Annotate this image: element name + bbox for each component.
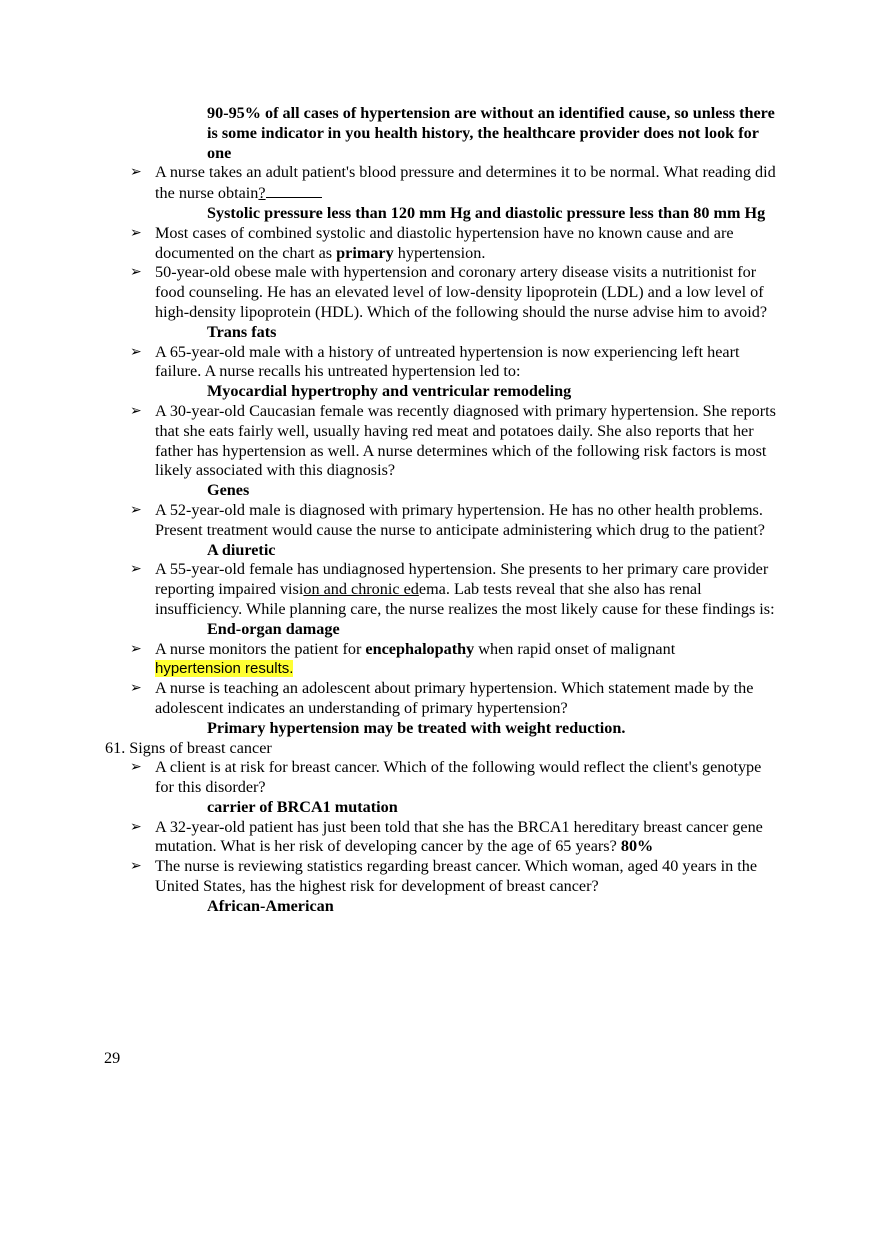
section-number: 61. xyxy=(105,738,126,757)
question-highest-risk xyxy=(130,857,780,897)
question-text: Most cases of combined systolic and diastolic hypertension have no known cause and are documented on the chart as xyxy=(155,223,734,262)
answer-inline: encephalopathy xyxy=(365,639,475,658)
question-encephalopathy xyxy=(130,640,780,680)
question-text: A 32-year-old patient has just been told that she has the BRCA1 hereditary breast cancer gene mutation. What is her risk of developing cancer by the age of 65 years? xyxy=(155,817,763,856)
arrowhead-bullet-icon: ➢ xyxy=(130,343,142,360)
highlighted-text: hypertension results. xyxy=(155,660,294,678)
question-text: A 30-year-old Caucasian female was recently diagnosed with primary hypertension. She reports that she eats fairly well, usually having red meat and potatoes daily. She also reports that her father has hypertension as well. A nurse determines which of the following risk factors is most likely associated with this diagnosis? xyxy=(155,401,776,480)
question-text: A nurse is teaching an adolescent about primary hypertension. Which statement made by the adolescent indicates an understanding of primary hypertension? xyxy=(155,679,754,717)
question-normal-bp xyxy=(130,163,780,204)
question-text: A 52-year-old male is diagnosed with primary hypertension. He has no other health problems. Present treatment would cause the nurse to anticipate administering which drug to the patient? xyxy=(155,500,765,539)
arrowhead-bullet-icon: ➢ xyxy=(130,264,142,281)
question-trans-fats xyxy=(130,263,780,322)
question-text-end: hypertension. xyxy=(393,243,486,262)
question-text: A nurse monitors the patient for xyxy=(155,639,366,658)
page-content xyxy=(105,104,780,917)
answer-inline: primary xyxy=(336,243,394,262)
question-text-underlined: on and chronic ed xyxy=(303,580,419,599)
arrowhead-bullet-icon: ➢ xyxy=(130,858,142,875)
answer-african-american: African-American xyxy=(207,896,334,915)
arrowhead-bullet-icon: ➢ xyxy=(130,640,142,657)
answer-end-organ-damage: End-organ damage xyxy=(207,619,340,638)
question-text-end: ema. Lab tests reveal that she also has renal insufficiency. While planning care, the nurse realizes the most likely cause for these findings is: xyxy=(155,580,775,618)
arrowhead-bullet-icon: ➢ xyxy=(130,818,142,835)
arrowhead-bullet-icon: ➢ xyxy=(130,501,142,518)
section-heading-61 xyxy=(105,739,780,759)
question-text-end: when rapid onset of malignant xyxy=(474,639,676,658)
question-text: A nurse takes an adult patient's blood pressure and determines it to be normal. What reading did the nurse obtain xyxy=(155,163,776,203)
question-text: 50-year-old obese male with hypertension and coronary artery disease visits a nutritionist for food counseling. He has an elevated level of low-density lipoprotein (LDL) and a low level of high-density lipoprotein (HDL). Which of the following should the nurse advise him to avoid? xyxy=(155,263,768,321)
arrowhead-bullet-icon: ➢ xyxy=(130,759,142,776)
question-text: A 55-year-old female has undiagnosed hypertension. She presents to her primary care provider reporting impaired visi xyxy=(155,560,769,599)
question-risk-factors xyxy=(130,402,780,481)
answer-inline: 80% xyxy=(620,837,654,856)
question-text: A 65-year-old male with a history of untreated hypertension is now experiencing left heart failure. A nurse recalls his untreated hypertension led to: xyxy=(155,342,740,381)
answer-diuretic: A diuretic xyxy=(207,540,276,559)
question-primary-hypertension xyxy=(130,224,780,264)
question-adolescent xyxy=(130,679,780,719)
question-drug xyxy=(130,501,780,541)
question-text: The nurse is reviewing statistics regarding breast cancer. Which woman, aged 40 years in the United States, has the highest risk for development of breast cancer? xyxy=(155,857,758,896)
question-brca1-risk xyxy=(130,818,780,858)
question-undiagnosed-hypertension xyxy=(130,560,780,619)
answer-brca1: carrier of BRCA1 mutation xyxy=(207,797,398,816)
answer-intro: 90-95% of all cases of hypertension are without an identified cause, so unless there is some indicator in you health history, the healthcare provider does not look for one xyxy=(207,104,775,162)
question-mark: ? xyxy=(258,184,266,203)
question-text: A client is at risk for breast cancer. Which of the following would reflect the client's genotype for this disorder? xyxy=(155,758,762,797)
answer-weight-reduction: Primary hypertension may be treated with weight reduction. xyxy=(207,718,626,737)
answer-normal-bp: Systolic pressure less than 120 mm Hg and diastolic pressure less than 80 mm Hg xyxy=(207,203,766,222)
arrowhead-bullet-icon: ➢ xyxy=(130,680,142,697)
question-left-heart-failure xyxy=(130,343,780,383)
arrowhead-bullet-icon: ➢ xyxy=(130,224,142,241)
arrowhead-bullet-icon: ➢ xyxy=(130,561,142,578)
answer-myocardial-hypertrophy: Myocardial hypertrophy and ventricular remodeling xyxy=(207,382,572,401)
question-genotype xyxy=(130,758,780,798)
arrowhead-bullet-icon: ➢ xyxy=(130,164,142,181)
answer-blank-line xyxy=(266,183,322,198)
answer-trans-fats: Trans fats xyxy=(207,322,277,341)
section-title: Signs of breast cancer xyxy=(129,738,272,757)
arrowhead-bullet-icon: ➢ xyxy=(130,402,142,419)
answer-genes: Genes xyxy=(207,481,250,500)
page-number: 29 xyxy=(104,1049,121,1067)
